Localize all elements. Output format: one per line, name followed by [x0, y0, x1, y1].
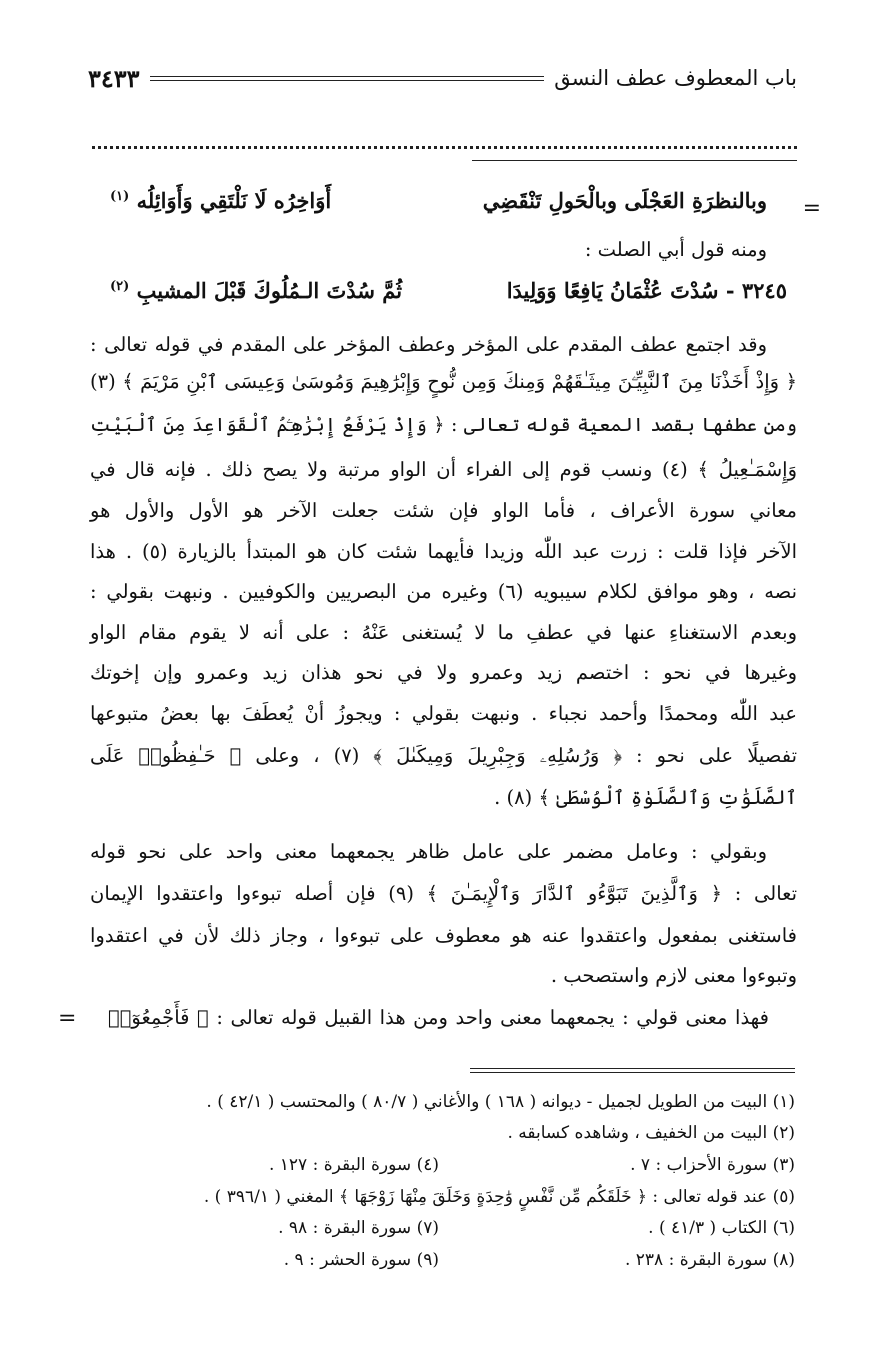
page-number: ٣٤٣٣	[88, 63, 140, 93]
verse-1-second-text: أَوَاخِرُه لَا نَلْتَقِي وَأَوَائِلُه	[136, 188, 332, 213]
body-line: وَإِسْمَـٰعِيلُ ﴾ (٤) ونسب قوم إلى الفراء أن الواو مرتبة ولا يصح ذلك . فإنه قال في	[90, 458, 797, 481]
body-line: عبد اللّٰه ومحمدًا وأحمد نجباء . ونبهت بقولي : ويجوزُ أنْ يُعطَفَ بها بعضُ متبوعها	[90, 702, 797, 725]
body-line-last: فهذا معنى قولي : يجمعهما معنى واحد ومن هذا القبيل قوله تعالى : ﴿ فَأَجْمِعُوٓا۟	[108, 1006, 769, 1029]
footnote: (٣) سورة الأحزاب : ٧ .	[630, 1155, 795, 1175]
footnote: (٩) سورة الحشر : ٩ .	[283, 1250, 439, 1270]
body-line: وبقولي : وعامل مضمر على عامل ظاهر يجمعهما معنى واحد على نحو قوله	[90, 840, 767, 863]
verse-1-first-hemistich: وبالنظرَةِ العَجْلَى وبالْحَولِ تَنْقَضِي	[482, 188, 767, 213]
verse-line-2	[110, 278, 787, 314]
body-line: ٱلصَّلَوَٰتِ وَٱلصَّلَوٰةِ ٱلْوُسْطَىٰ ﴾ (٨) .	[494, 786, 797, 809]
body-line: الآخر فإذا قلت : زرت عبد اللّٰه وزيدا فأيهما شئت كان هو المبتدأ بالزيارة (٥) . هذا	[90, 540, 797, 563]
footnote-rule	[470, 1068, 795, 1073]
verse-2-second-hemistich	[110, 278, 402, 303]
verse-1-footnote-ref: (١)	[110, 189, 130, 204]
running-header	[88, 58, 797, 98]
body-line: وبعدم الاستغناءِ عنها في عطفِ ما لا يُستغنى عَنْهُ : على أنه لا يقوم مقام الواو	[90, 621, 797, 644]
body-line: وتبوءوا معنى لازم واستصحب .	[550, 964, 797, 987]
verse-1-second-hemistich	[110, 188, 331, 213]
body-line: معاني سورة الأعراف ، فأما الواو فإن شئت جعلت الآخر هو الأول والأول هو	[90, 499, 797, 522]
footnote: (١) البيت من الطويل لجميل - ديوانه ( ١٦٨ ) والأغاني ( ٨٠/٧ ) والمحتسب ( ٤٢/١ ) .	[206, 1092, 795, 1112]
body-line: وقد اجتمع عطف المقدم على المؤخر وعطف المؤخر على المقدم في قوله تعالى :	[90, 333, 767, 356]
body-line: ومن عطفها بقصد المعية قوله تعالى : ﴿ وَإِذْ يَرْفَعُ إِبْرَٰهِـۧمُ ٱلْقَوَاعِدَ مِنَ ٱلْبَيْتِ	[90, 414, 797, 436]
verse-2-footnote-ref: (٢)	[110, 279, 130, 294]
verse-2-first-hemistich: ٣٢٤٥ - سُدْتَ عُثْمَانُ يَافِعًا وَوَلِيدَا	[506, 278, 787, 303]
continuation-mark-top: =	[802, 196, 821, 221]
continuation-mark-bottom: =	[58, 1006, 77, 1031]
dotted-separator	[92, 146, 797, 149]
body-line: وغيرها في نحو : اختصم زيد وعمرو ولا في نحو هذان زيد وعمرو وإن إخوتك	[90, 661, 797, 684]
footnote: (٦) الكتاب ( ٤١/٣ ) .	[648, 1218, 795, 1238]
verse-line-1	[110, 188, 767, 224]
verse-2-second-text: ثُمَّ سُدْتَ الـمُلُوكَ قَبْلَ المشيبِ	[136, 278, 403, 303]
body-line: تفصيلًا على نحو : ﴿ وَرُسُلِهِۦ وَجِبْرِيلَ وَمِيكَىٰلَ ﴾ (٧) ، وعلى ﴿ حَـٰفِظُوا۟ عَلَى	[90, 744, 797, 767]
body-line: نصه ، وهو موافق لكلام سيبويه (٦) وغيره من البصريين والكوفيين . ونبهت بقولي :	[90, 580, 797, 603]
body-line: فاستغنى بمفعول واعتقدوا عنه هو معطوف على تبوءوا ، وجاز ذلك لأن في اعتقدوا	[90, 924, 797, 947]
header-rule	[150, 76, 545, 81]
footnote: (٨) سورة البقرة : ٢٣٨ .	[624, 1250, 795, 1270]
footnote: (٥) عند قوله تعالى : ﴿ خَلَقَكُم مِّن نَّفْسٍ وَٰحِدَةٍ وَخَلَقَ مِنْهَا زَوْجَهَا ﴾ المغني ( ٣٩٦/١ ) .	[203, 1187, 795, 1207]
chapter-title: باب المعطوف عطف النسق	[554, 66, 797, 90]
footnote: (٤) سورة البقرة : ١٢٧ .	[268, 1155, 439, 1175]
body-line: تعالى : ﴿ وَٱلَّذِينَ تَبَوَّءُو ٱلدَّارَ وَٱلْإِيمَـٰنَ ﴾ (٩) فإن أصله تبوءوا واعتقدوا الإيمان	[90, 882, 797, 905]
footnote: (٢) البيت من الخفيف ، وشاهده كسابقه .	[507, 1123, 795, 1143]
verse-2-intro: ومنه قول أبي الصلت :	[584, 238, 767, 261]
footnote: (٧) سورة البقرة : ٩٨ .	[278, 1218, 439, 1238]
body-line: ﴿ وَإِذْ أَخَذْنَا مِنَ ٱلنَّبِيِّـۧنَ مِيثَـٰقَهُمْ وَمِنكَ وَمِن نُّوحٍ وَإِبْرَٰهِيمَ وَمُوسَىٰ وَعِيسَى ٱبْنِ مَرْيَمَ ﴾ (٣)	[90, 370, 797, 393]
continuation-rule	[472, 160, 797, 161]
